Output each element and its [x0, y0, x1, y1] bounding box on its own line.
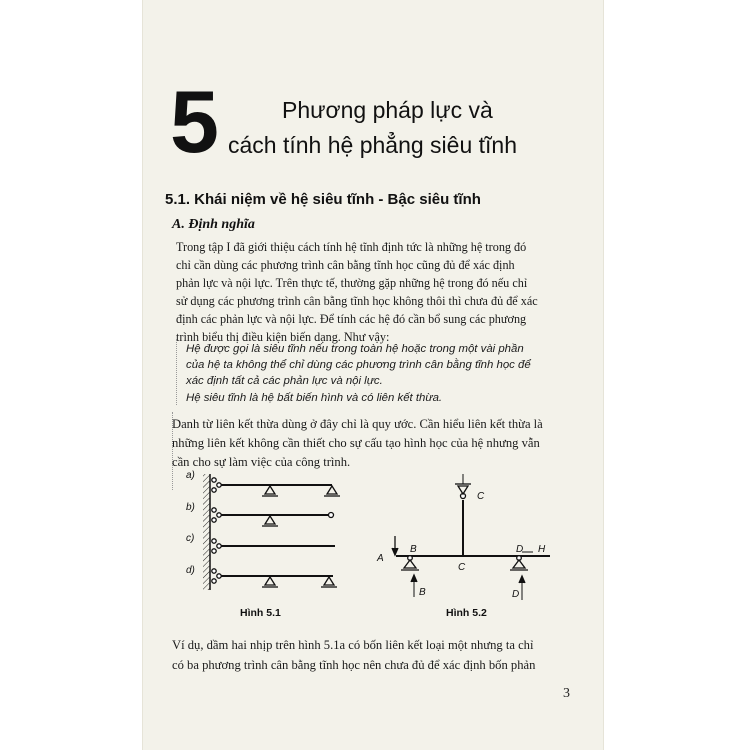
section-heading: 5.1. Khái niệm về hệ siêu tĩnh - Bậc siêu tĩnh	[165, 191, 481, 208]
definition-line-1: Hệ được gọi là siêu tĩnh nếu trong toàn hệ hoặc trong một vài phần	[186, 343, 524, 355]
paragraph-2-line-2: những liên kết không cần thiết cho sự cấu tạo hình học của hệ nhưng vẫn	[172, 436, 540, 450]
fig2-force-d: D	[512, 589, 520, 600]
fig2-label-a: A	[377, 553, 384, 564]
paragraph-1-line-3: phản lực và nội lực. Trên thực tế, thường gặp những hệ trong đó nếu chỉ	[176, 276, 528, 290]
definition-line-3: xác định tất cả các phản lực và nội lực.	[186, 375, 383, 387]
subsection-heading: A. Định nghĩa	[172, 217, 255, 232]
figure-5-1-caption: Hình 5.1	[240, 607, 281, 619]
paragraph-1-line-4: sử dụng các phương trình cân bằng tĩnh học không thôi thì chưa đủ để xác	[176, 294, 538, 308]
paragraph-2-line-3: cần cho sự làm việc của công trình.	[172, 455, 351, 469]
paragraph-3-line-2: có ba phương trình cân bằng tĩnh học nên chưa đủ để xác định bốn phản	[172, 658, 536, 672]
chapter-title-line2: cách tính hệ phẳng siêu tĩnh	[228, 132, 517, 158]
definition-line-4: Hệ siêu tĩnh là hệ bất biến hình và có liên kết thừa.	[186, 392, 443, 404]
paragraph-1-line-1: Trong tập I đã giới thiệu cách tính hệ tĩnh định tức là những hệ trong đó	[176, 240, 527, 254]
fig2-label-d: D	[516, 544, 524, 555]
beam-d	[212, 569, 337, 587]
fig2-label-h: H	[538, 544, 546, 555]
beam-a	[212, 478, 340, 496]
paragraph-1-line-6: trình biểu thị điều kiện biến dạng. Như vậy:	[176, 330, 390, 344]
chapter-title-line1: Phương pháp lực và	[282, 97, 493, 123]
fig2-force-c: C	[477, 491, 485, 502]
fig1-label-d: d)	[186, 565, 195, 576]
paragraph-3-line-1: Ví dụ, dầm hai nhịp trên hình 5.1a có bốn liên kết loại một nhưng ta chỉ	[172, 638, 534, 652]
fig2-label-c: C	[458, 562, 466, 573]
figure-5-1	[203, 474, 340, 590]
paragraph-1-line-5: định các phản lực và nội lực. Để tính các hệ đó cần bổ sung các phương	[176, 312, 527, 326]
beam-c	[212, 539, 335, 553]
fig2-force-b: B	[419, 587, 426, 598]
figure-5-2	[392, 474, 550, 600]
page-number: 3	[563, 686, 570, 701]
fig1-label-a: a)	[186, 470, 195, 481]
beam-b	[212, 508, 334, 526]
paragraph-1-line-2: chỉ cần dùng các phương trình cân bằng tĩnh học cũng đủ để xác định	[176, 258, 515, 272]
figure-5-2-caption: Hình 5.2	[446, 607, 487, 619]
chapter-number: 5	[170, 72, 219, 171]
fig1-label-c: c)	[186, 533, 195, 544]
paragraph-2-line-1: Danh từ liên kết thừa dùng ở đây chỉ là quy ước. Cần hiểu liên kết thừa là	[172, 417, 543, 431]
fig2-label-b: B	[410, 544, 417, 555]
definition-line-2: của hệ ta không thể chỉ dùng các phương trình cân bằng tĩnh học để	[186, 359, 531, 371]
fig1-label-b: b)	[186, 502, 195, 513]
